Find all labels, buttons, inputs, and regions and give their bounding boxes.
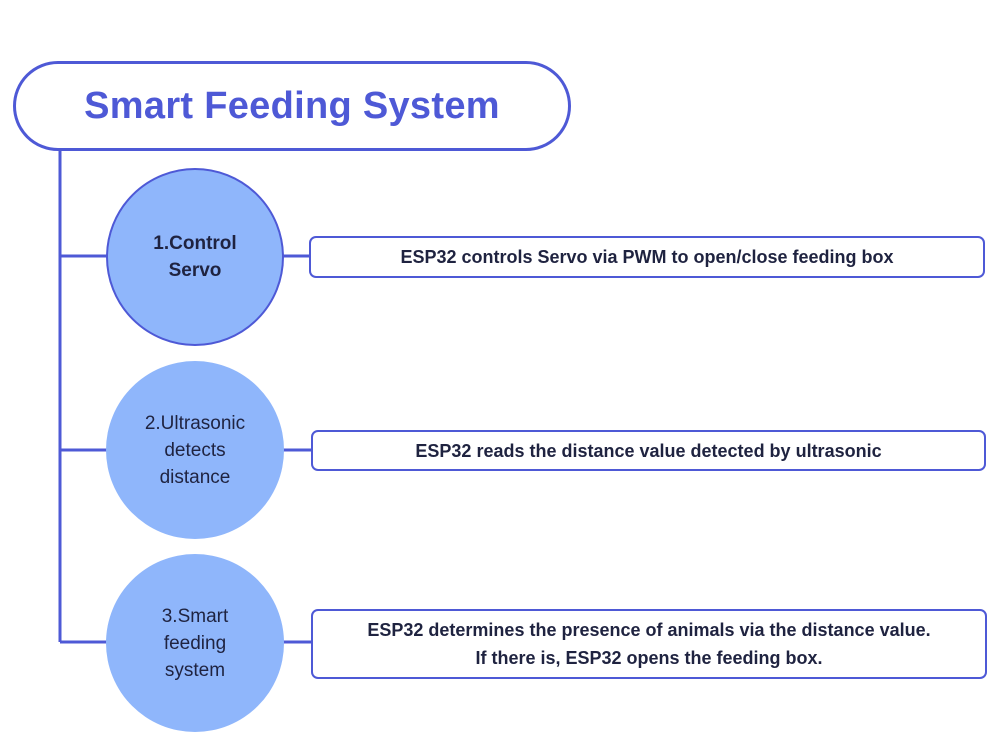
title-box [13, 61, 571, 151]
step-node-3 [106, 554, 284, 732]
step-node-1 [106, 168, 284, 346]
step-label-3: 3.Smart feeding system [161, 605, 229, 681]
step-description-box-3 [311, 609, 987, 679]
step-label-2: 2.Ultrasonic detects distance [144, 412, 246, 488]
step-description-box-1 [309, 236, 985, 278]
step-node-2 [106, 361, 284, 539]
step-description-box-2 [311, 430, 986, 471]
step-description-1: ESP32 controls Servo via PWM to open/close feeding box [400, 247, 894, 267]
step-description-3: ESP32 determines the presence of animals via the distance value. If there is, ESP32 opens the feeding box. [367, 620, 931, 668]
step-label-1: 1.Control Servo [153, 233, 237, 281]
diagram-title: Smart Feeding System [84, 84, 500, 127]
step-description-2: ESP32 reads the distance value detected by ultrasonic [415, 440, 882, 461]
